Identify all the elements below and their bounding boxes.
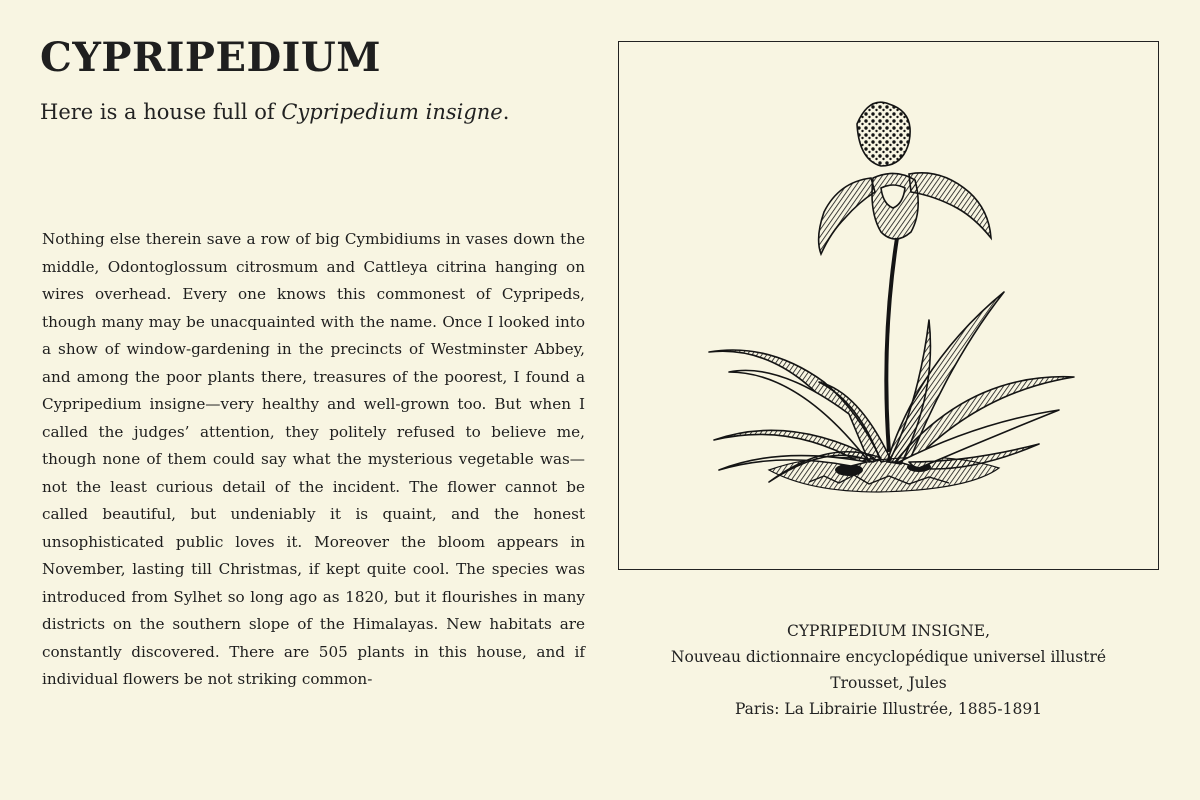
orchid-flower	[819, 102, 991, 254]
caption-source: Nouveau dictionnaire encyclopédique universel illustré	[670, 648, 1107, 666]
subtitle-suffix: .	[502, 100, 510, 124]
caption-title: CYPRIPEDIUM INSIGNE,	[786, 622, 991, 640]
subtitle-prefix: Here is a house full of	[40, 100, 282, 124]
leaves	[709, 292, 1074, 482]
page-title: CYPRIPEDIUM	[40, 34, 382, 81]
flower-stem	[886, 238, 897, 452]
orchid-illustration	[619, 42, 1157, 568]
caption-publisher: Paris: La Librairie Illustrée, 1885-1891	[734, 700, 1043, 718]
illustration-frame	[618, 41, 1159, 570]
illustration-caption	[618, 618, 1159, 722]
page-subtitle	[40, 97, 509, 127]
subtitle-species-name: Cypripedium insigne	[281, 100, 503, 124]
article-body: Nothing else therein save a row of big Cymbidiums in vases down the middle, Odontoglossum citrosmum and Cattleya citrina hanging on wires overhead. Every one knows this commonest of Cypripeds, though many may be unacquainted with the name. Once I looked into a show of window-gardening in the precincts of Westminster Abbey, and among the poor plants there, treasures of the poorest, I found a Cypripedium insigne—very healthy and well-grown too. But when I called the judges’ attention, they politely refused to believe me, though none of them could say what the mysterious vegetable was—not the least curious detail of the incident. The flower cannot be called beautiful, but undeniably it is quaint, and the honest unsophisticated public loves it. Moreover the bloom appears in November, lasting till Christmas, if kept quite cool. The species was introduced from Sylhet so long ago as 1820, but it flourishes in many districts on the southern slope of the Himalayas. New habitats are constantly discovered. There are 505 plants in this house, and if individual flowers be not striking common-	[42, 230, 585, 688]
caption-author: Trousset, Jules	[830, 674, 947, 692]
